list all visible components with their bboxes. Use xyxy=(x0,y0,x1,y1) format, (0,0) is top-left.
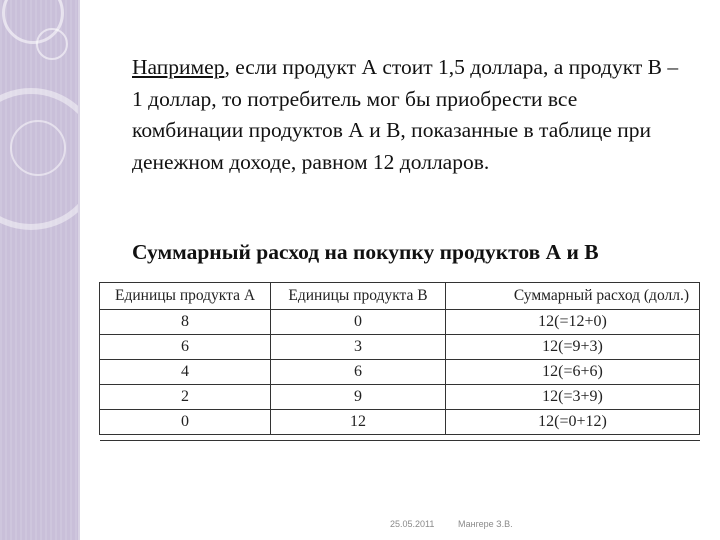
decorative-sidebar xyxy=(0,0,78,540)
footer-author: Мангере З.В. xyxy=(458,519,513,529)
header-units-a: Единицы продукта А xyxy=(100,283,271,310)
cell-total-cost: 12(=0+12) xyxy=(445,410,699,435)
table-header-row xyxy=(100,283,700,310)
cell-units-a: 2 xyxy=(100,385,271,410)
table-bottom-rule xyxy=(100,435,700,441)
cell-units-a: 6 xyxy=(100,335,271,360)
table-row xyxy=(100,310,700,335)
cell-units-b: 3 xyxy=(271,335,446,360)
sidebar-divider xyxy=(78,0,80,540)
table-row xyxy=(100,410,700,435)
header-total-cost: Суммарный расход (долл.) xyxy=(445,283,699,310)
table-row xyxy=(100,360,700,385)
cell-units-a: 0 xyxy=(100,410,271,435)
table-row xyxy=(100,335,700,360)
sidebar-stripes xyxy=(0,0,78,540)
intro-paragraph xyxy=(132,52,692,178)
cell-units-a: 8 xyxy=(100,310,271,335)
cell-units-b: 12 xyxy=(271,410,446,435)
decorative-ring xyxy=(36,28,68,60)
header-units-b: Единицы продукта В xyxy=(271,283,446,310)
paragraph-text: , если продукт А стоит 1,5 доллара, а продукт В – 1 доллар, то потребитель мог бы приобрести все комбинации продуктов А и В, показанные в таблице при денежном доходе, равном 12 долларов. xyxy=(132,55,679,174)
paragraph-lead-word: Например xyxy=(132,55,225,79)
table-row xyxy=(100,385,700,410)
cell-units-b: 9 xyxy=(271,385,446,410)
cell-units-b: 6 xyxy=(271,360,446,385)
decorative-ring xyxy=(10,120,66,176)
table-title: Суммарный расход на покупку продуктов А и В xyxy=(132,240,599,264)
empty-cell xyxy=(100,435,271,441)
cell-total-cost: 12(=12+0) xyxy=(445,310,699,335)
empty-cell xyxy=(445,435,699,441)
cell-units-a: 4 xyxy=(100,360,271,385)
expenditure-table xyxy=(99,282,700,441)
cell-total-cost: 12(=6+6) xyxy=(445,360,699,385)
cell-units-b: 0 xyxy=(271,310,446,335)
footer-date: 25.05.2011 xyxy=(390,519,435,529)
cell-total-cost: 12(=3+9) xyxy=(445,385,699,410)
cell-total-cost: 12(=9+3) xyxy=(445,335,699,360)
empty-cell xyxy=(271,435,446,441)
